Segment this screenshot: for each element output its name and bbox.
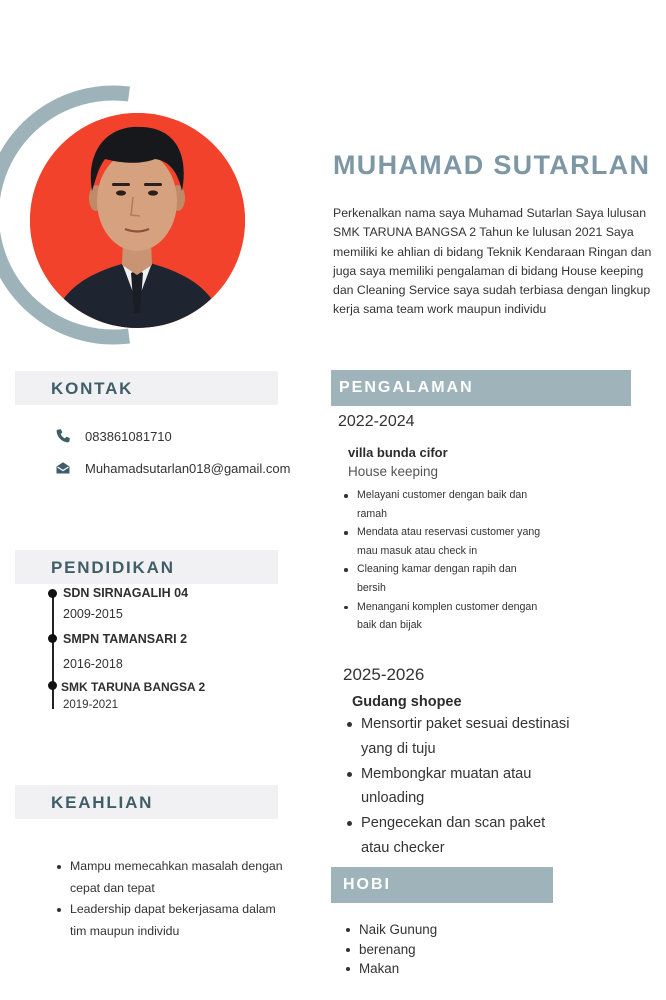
list-item: berenang xyxy=(345,940,545,960)
list-item: Mendata atau reservasi customer yang mau masuk atau check in xyxy=(343,523,543,560)
job-task-list xyxy=(343,486,543,635)
skills-header xyxy=(15,785,278,819)
intro-text: Perkenalkan nama saya Muhamad Sutarlan Saya lulusan SMK TARUNA BANGSA 2 Tahun ke lulusan 2021 Saya memiliki ke ahlian di bidang Teknik Kendaraan Ringan dan juga saya memiliki pengalaman di bidang House keeping dan Cleaning Service saya sudah terbiasa dengan lingkup kerja sama team work maupun individu xyxy=(333,206,652,317)
job-period: 2022-2024 xyxy=(338,413,415,430)
hobbies-list xyxy=(345,920,545,979)
list-item: Pengecekan dan scan paket atau checker xyxy=(346,811,576,861)
profile-photo xyxy=(30,113,245,328)
list-item: Membongkar muatan atau unloading xyxy=(346,762,576,812)
education-years: 2009-2015 xyxy=(63,607,123,621)
list-item: Mampu memecahkan masalah dengan cepat dan tepat xyxy=(56,856,286,899)
contact-header xyxy=(15,371,278,405)
skills-title: KEAHLIAN xyxy=(51,793,154,812)
timeline-dot xyxy=(48,589,57,598)
education-school: SMK TARUNA BANGSA 2 xyxy=(61,680,206,694)
education-header xyxy=(15,550,278,584)
education-years: 2019-2021 xyxy=(63,699,118,711)
list-item: Mensortir paket sesuai destinasi yang di tuju xyxy=(346,712,576,762)
education-school: SDN SIRNAGALIH 04 xyxy=(63,586,189,600)
education-title: PENDIDIKAN xyxy=(51,558,175,577)
list-item: Naik Gunung xyxy=(345,920,545,940)
hobbies-title: HOBI xyxy=(343,876,391,893)
job-period: 2025-2026 xyxy=(343,665,425,684)
job-role: House keeping xyxy=(348,464,439,479)
phone-icon xyxy=(55,428,71,444)
job-company: Gudang shopee xyxy=(352,694,462,710)
job-task-list xyxy=(346,712,576,861)
list-item: Melayani customer dengan baik dan ramah xyxy=(343,486,543,523)
experience-header xyxy=(331,370,631,406)
hobbies-header xyxy=(331,867,553,903)
contact-phone[interactable]: 083861081710 xyxy=(85,429,172,444)
education-years: 2016-2018 xyxy=(63,657,123,671)
list-item: Menangani komplen customer dengan baik dan bijak xyxy=(343,598,543,635)
timeline-dot xyxy=(48,681,57,690)
list-item: Cleaning kamar dengan rapih dan bersih xyxy=(343,560,543,597)
education-school: SMPN TAMANSARI 2 xyxy=(63,632,188,646)
contact-email[interactable]: Muhamadsutarlan018@gamail.com xyxy=(85,461,291,476)
list-item: Leadership dapat bekerjasama dalam tim maupun individu xyxy=(56,899,286,942)
experience-title: PENGALAMAN xyxy=(339,379,474,396)
timeline-dot xyxy=(48,634,57,643)
education-timeline xyxy=(52,593,54,709)
person-name: MUHAMAD SUTARLAN xyxy=(333,150,651,180)
skills-list xyxy=(56,856,286,942)
contact-title: KONTAK xyxy=(51,379,134,398)
envelope-icon xyxy=(55,460,71,476)
list-item: Makan xyxy=(345,959,545,979)
job-company: villa bunda cifor xyxy=(348,445,448,460)
